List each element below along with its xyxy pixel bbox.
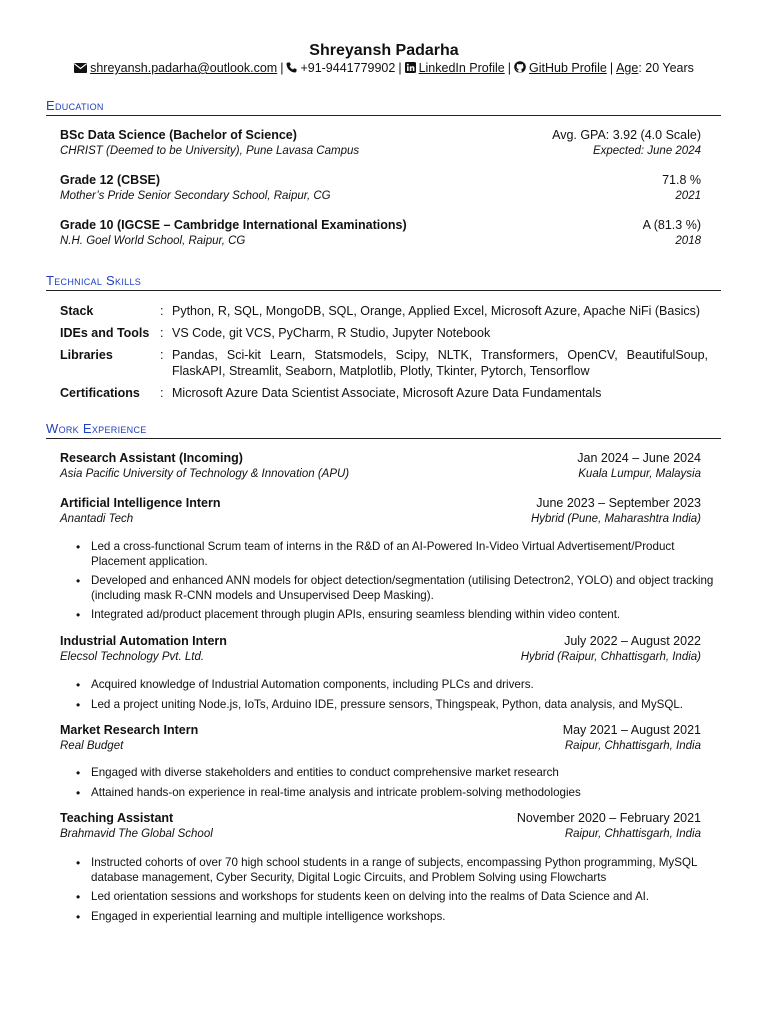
job-org: Asia Pacific University of Technology & Innovation (APU) xyxy=(60,468,350,480)
work-heading: Work Experience xyxy=(46,420,721,439)
job-dates: June 2023 – September 2023 xyxy=(536,496,701,510)
job-entry xyxy=(60,634,701,663)
degree-score: Avg. GPA: 3.92 (4.0 Scale) xyxy=(552,128,701,142)
job-location: Hybrid (Pune, Maharashtra India) xyxy=(530,513,701,525)
job-org: Real Budget xyxy=(60,740,124,752)
list-item: • Engaged with diverse stakeholders and entities to conduct comprehensive market research xyxy=(76,766,716,781)
degree-date: 2018 xyxy=(675,235,701,247)
list-item: • Acquired knowledge of Industrial Automation components, including PLCs and drivers. xyxy=(76,678,716,693)
contact-line: shreyansh.padarha@outlook.com | +91-9441779902 | LinkedIn Profile | GitHub Profile | Age: 20 Years xyxy=(0,61,768,75)
email-link[interactable]: shreyansh.padarha@outlook.com xyxy=(90,61,278,75)
skill-key: Libraries xyxy=(60,348,113,362)
job-role: Industrial Automation Intern xyxy=(60,634,227,648)
job-location: Raipur, Chhattisgarh, India xyxy=(564,828,701,840)
degree-date: Expected: June 2024 xyxy=(592,145,701,157)
job-role: Market Research Intern xyxy=(60,723,199,737)
list-item: • Led a cross-functional Scrum team of interns in the R&D of an AI-Powered In-Video Virtual Advertisement/Product Placement application. xyxy=(76,540,716,569)
candidate-name: Shreyansh Padarha xyxy=(309,42,459,59)
skill-key: Stack xyxy=(60,304,94,318)
linkedin-link[interactable]: LinkedIn Profile xyxy=(418,61,505,75)
phone-icon xyxy=(286,62,297,73)
job-location: Raipur, Chhattisgarh, India xyxy=(564,740,701,752)
job-role: Artificial Intelligence Intern xyxy=(60,496,221,510)
degree-title: BSc Data Science (Bachelor of Science) xyxy=(60,128,297,142)
job-dates: November 2020 – February 2021 xyxy=(516,811,701,825)
job-entry xyxy=(60,451,701,480)
list-item: • Instructed cohorts of over 70 high school students in a range of subjects, encompassing Python programming, MySQL database management, Cyber Security, Digital Logic Circuits, and Problem Solving using Flowcharts xyxy=(76,856,716,885)
skill-value: Pandas, Sci-kit Learn, Statsmodels, Scipy, NLTK, Transformers, OpenCV, BeautifulSoup, FlaskAPI, Streamlit, Seaborn, Matplotlib, Plotly, Tkinter, Pytorch, Tensorflow xyxy=(172,348,708,378)
education-entry xyxy=(60,173,701,202)
skill-value: VS Code, git VCS, PyCharm, R Studio, Jupyter Notebook xyxy=(172,326,491,340)
skill-row: Certifications : Microsoft Azure Data Scientist Associate, Microsoft Azure Data Fundamentals xyxy=(60,385,708,401)
github-link[interactable]: GitHub Profile xyxy=(529,61,607,75)
skill-value: Python, R, SQL, MongoDB, SQL, Orange, Applied Excel, Microsoft Azure, Apache NiFi (Basics) xyxy=(172,304,701,318)
degree-date: 2021 xyxy=(675,190,701,202)
list-item: • Attained hands-on experience in real-time analysis and intricate problem-solving methodologies xyxy=(76,786,716,801)
job-role: Teaching Assistant xyxy=(60,811,174,825)
education-heading: Education xyxy=(46,97,721,116)
job-org: Anantadi Tech xyxy=(60,513,134,525)
envelope-icon xyxy=(74,63,87,73)
degree-title: Grade 10 (IGCSE – Cambridge International Examinations) xyxy=(60,218,407,232)
job-bullets xyxy=(76,856,716,929)
skill-row: IDEs and Tools : VS Code, git VCS, PyCharm, R Studio, Jupyter Notebook xyxy=(60,325,708,341)
age-value: : 20 Years xyxy=(638,61,694,75)
skill-key: IDEs and Tools xyxy=(60,326,150,340)
skill-row: Stack : Python, R, SQL, MongoDB, SQL, Orange, Applied Excel, Microsoft Azure, Apache NiFi (Basics) xyxy=(60,303,708,319)
skill-value: Microsoft Azure Data Scientist Associate, Microsoft Azure Data Fundamentals xyxy=(172,386,602,400)
job-bullets xyxy=(76,678,716,717)
job-org: Elecsol Technology Pvt. Ltd. xyxy=(60,651,205,663)
skills-heading: Technical Skills xyxy=(46,272,721,291)
list-item: • Engaged in experiential learning and multiple intelligence workshops. xyxy=(76,910,716,925)
list-item: • Led a project uniting Node.js, IoTs, Arduino IDE, pressure sensors, Thingspeak, Python, data analysis, and MySQL. xyxy=(76,698,716,713)
degree-score: A (81.3 %) xyxy=(642,218,701,232)
job-dates: July 2022 – August 2022 xyxy=(564,634,701,648)
job-location: Kuala Lumpur, Malaysia xyxy=(578,468,701,480)
job-location: Hybrid (Raipur, Chhattisgarh, India) xyxy=(520,651,701,663)
degree-score: 71.8 % xyxy=(662,173,701,187)
github-icon xyxy=(514,61,526,73)
job-dates: May 2021 – August 2021 xyxy=(562,723,701,737)
job-dates: Jan 2024 – June 2024 xyxy=(577,451,701,465)
linkedin-icon xyxy=(405,62,416,73)
education-entry xyxy=(60,218,701,247)
school-name: Mother’s Pride Senior Secondary School, Raipur, CG xyxy=(60,190,331,202)
job-entry xyxy=(60,811,701,840)
skill-row: Libraries : Pandas, Sci-kit Learn, Statsmodels, Scipy, NLTK, Transformers, OpenCV, BeautifulSoup, FlaskAPI, Streamlit, Seaborn, Matplotlib, Plotly, Tkinter, Pytorch, Tensorflow xyxy=(60,348,708,378)
degree-title: Grade 12 (CBSE) xyxy=(60,173,161,187)
school-name: N.H. Goel World School, Raipur, CG xyxy=(60,235,246,247)
job-entry xyxy=(60,723,701,752)
school-name: CHRIST (Deemed to be University), Pune Lavasa Campus xyxy=(60,145,360,157)
list-item: • Developed and enhanced ANN models for object detection/segmentation (utilising Detectron2, YOLO) and object tracking (including mask R-CNN models and Unsupervised Deep Masking). xyxy=(76,574,716,603)
job-bullets xyxy=(76,766,716,805)
education-entry xyxy=(60,128,701,157)
age-label: Age xyxy=(616,61,639,75)
skill-key: Certifications xyxy=(60,386,140,400)
job-org: Brahmavid The Global School xyxy=(60,828,213,840)
phone-number: +91-9441779902 xyxy=(300,61,396,75)
skills-list xyxy=(60,303,708,407)
list-item: • Integrated ad/product placement through plugin APIs, ensuring seamless blending within video content. xyxy=(76,608,716,623)
job-role: Research Assistant (Incoming) xyxy=(60,451,243,465)
list-item: • Led orientation sessions and workshops for students keen on delving into the realms of Data Science and AI. xyxy=(76,890,716,905)
job-entry xyxy=(60,496,701,525)
job-bullets xyxy=(76,540,716,628)
